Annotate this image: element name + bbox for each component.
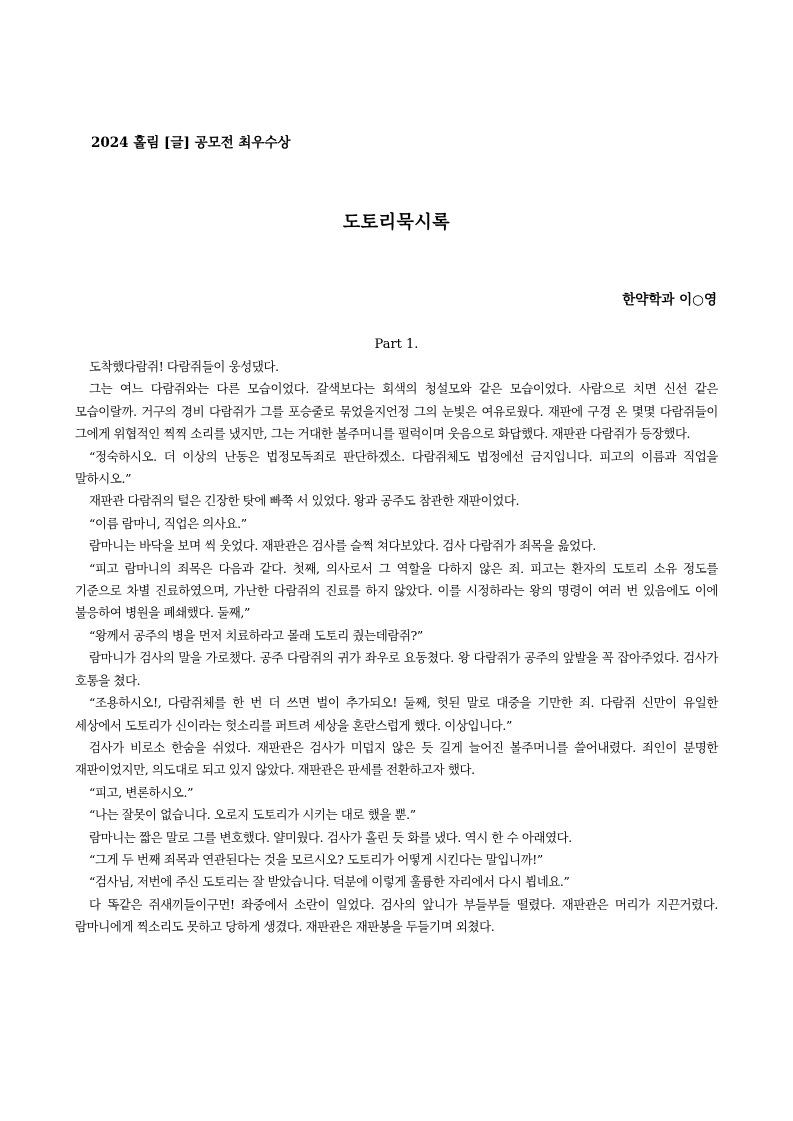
- paragraph: 도착했다람쥐! 다람쥐들이 웅성댔다.: [89, 359, 279, 374]
- paragraph: “이름 람마니, 직업은 의사요.”: [89, 515, 247, 531]
- contest-header: 2024 홀림 [글] 공모전 최우수상: [91, 135, 291, 151]
- story-body: [75, 356, 718, 939]
- paragraph: “검사님, 저번에 주신 도토리는 잘 받았습니다. 덕분에 이렇게 훌륭한 자리에서 다시 뵙네요.”: [89, 874, 570, 890]
- paragraph: “나는 잘못이 없습니다. 오로지 도토리가 시키는 대로 했을 뿐.”: [89, 807, 416, 823]
- paragraph: “피고, 변론하시오.”: [89, 784, 194, 800]
- document-title: 도토리묵시록: [342, 212, 451, 233]
- part-heading: Part 1.: [374, 337, 419, 352]
- paragraph: 람마니는 짧은 말로 그를 변호했다. 얄미웠다. 검사가 홀린 듯 화를 냈다. 역시 한 수 아래였다.: [89, 829, 572, 845]
- paragraph: 그는 여느 다람쥐와는 다른 모습이었다. 갈색보다는 회색의 청설모와 같은 모습이었다. 사람으로 치면 신선 같은 모습이랄까. 거구의 경비 다람쥐가 그를 포승줄로 묶었을지언정 그의 눈빛은 여유로웠다. 재판에 구경 온 몇몇 다람쥐들이 그에게 위협적인 찍찍 소리를 냈지만, 그는 거대한 볼주머니를 펄럭이며 웃음으로 화답했다. 재판관 다람쥐가 등장했다.: [75, 381, 718, 442]
- paragraph: “피고 람마니의 죄목은 다음과 같다. 첫째, 의사로서 그 역할을 다하지 않은 죄. 피고는 환자의 도토리 소유 정도를 기준으로 차별 진료하였으며, 가난한 다람쥐의 진료를 하지 않았다. 이를 시정하라는 왕의 명령이 여러 번 있음에도 이에 불응하여 병원을 폐쇄했다. 둘째,”: [75, 560, 718, 621]
- paragraph: “그게 두 번째 죄목과 연관된다는 것을 모르시오? 도토리가 어떻게 시킨다는 말입니까!”: [89, 851, 543, 867]
- paragraph: 재판관 다람쥐의 털은 긴장한 탓에 빠쭉 서 있었다. 왕과 공주도 참관한 재판이었다.: [89, 493, 520, 509]
- author-line: 한약학과 이○영: [622, 292, 717, 308]
- paragraph: 람마니는 바닥을 보며 씩 웃었다. 재판관은 검사를 슬쩍 쳐다보았다. 검사 다람쥐가 죄목을 읊었다.: [89, 538, 596, 554]
- paragraph: “조용하시오!, 다람쥐체를 한 번 더 쓰면 벌이 추가되오! 둘째, 헛된 말로 대중을 기만한 죄. 다람쥐 신만이 유일한 세상에서 도토리가 신이라는 헛소리를 퍼트려 세상을 혼란스럽게 했다. 이상입니다.”: [75, 695, 718, 733]
- paragraph: “정숙하시오. 더 이상의 난동은 법정모독죄로 판단하겠소. 다람쥐체도 법정에선 금지입니다. 피고의 이름과 직업을 말하시오.”: [75, 448, 718, 487]
- paragraph: “왕께서 공주의 병을 먼저 치료하라고 몰래 도토리 줬는데람쥐?”: [89, 627, 423, 643]
- paragraph: 다 똑같은 쥐새끼들이구먼! 좌중에서 소란이 일었다. 검사의 앞니가 부들부들 떨렸다. 재판관은 머리가 지끈거렸다. 람마니에게 찍소리도 못하고 당하게 생겼다. 재판관은 재판봉을 두들기며 외쳤다.: [75, 896, 718, 935]
- paragraph: 람마니가 검사의 말을 가로챘다. 공주 다람쥐의 귀가 좌우로 요동쳤다. 왕 다람쥐가 공주의 앞발을 꼭 잡아주었다. 검사가 호통을 쳤다.: [75, 650, 718, 688]
- paragraph: 검사가 비로소 한숨을 쉬었다. 재판관은 검사가 미덥지 않은 듯 길게 늘어진 볼주머니를 쓸어내렸다. 죄인이 분명한 재판이었지만, 의도대로 되고 있지 않았다. 재판관은 판세를 전환하고자 했다.: [75, 739, 718, 778]
